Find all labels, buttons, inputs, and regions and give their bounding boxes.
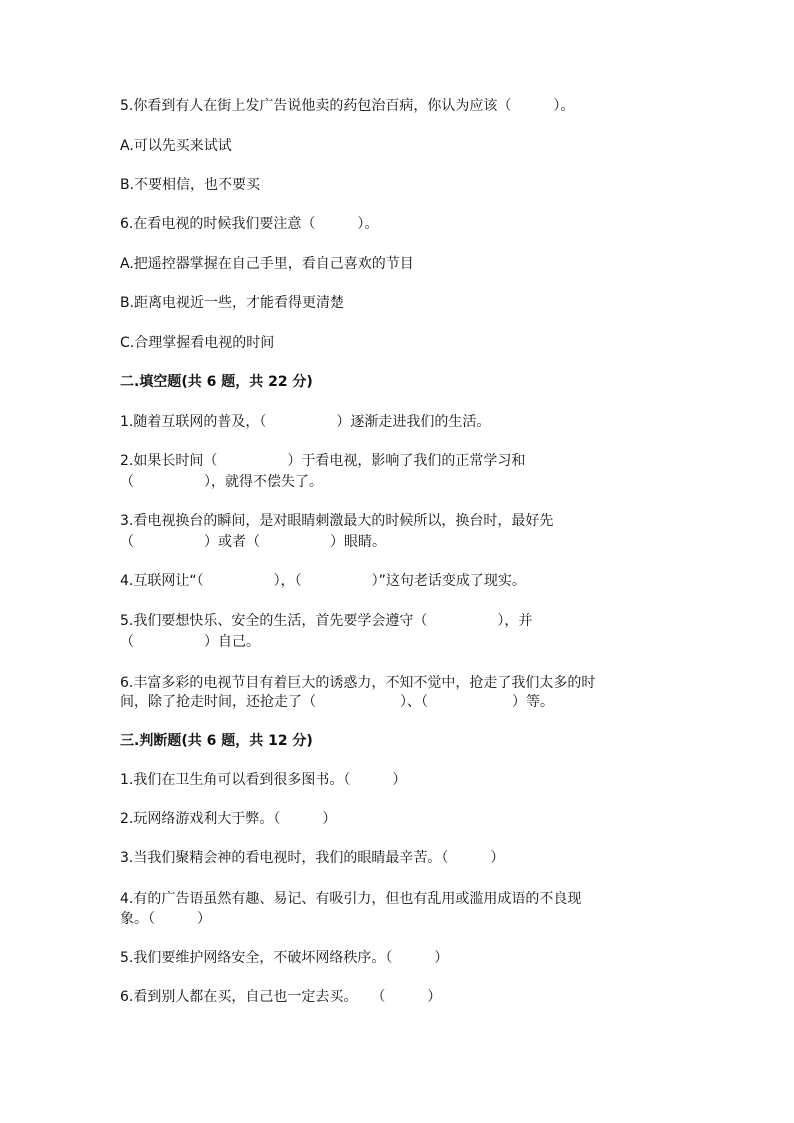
q-fill-3-line-1: 3.看电视换台的瞬间，是对眼睛刺激最大的时候所以，换台时，最好先: [120, 513, 554, 529]
q-choice-6-option-c: C.合理掌握看电视的时间: [120, 335, 275, 351]
q-fill-3-line-2: （ ）或者（ ）眼睛。: [120, 534, 386, 550]
q-choice-6-option-a: A.把遥控器掌握在自己手里，看自己喜欢的节目: [120, 256, 414, 272]
q-fill-1: 1.随着互联网的普及，（ ）逐渐走进我们的生活。: [120, 414, 491, 430]
q-fill-6-line-1: 6.丰富多彩的电视节目有着巨大的诱惑力，不知不觉中，抢走了我们太多的时: [120, 675, 596, 691]
section-true-false-heading: 三.判断题(共 6 题，共 12 分): [120, 733, 313, 749]
q-choice-5-option-a: A.可以先买来试试: [120, 138, 232, 154]
q-tf-4-line-1: 4.有的广告语虽然有趣、易记、有吸引力，但也有乱用或滥用成语的不良现: [120, 891, 582, 907]
q-tf-2: 2.玩网络游戏利大于弊。（ ）: [120, 811, 337, 827]
q-fill-4: 4.互联网让“（ ），（ ）”这句老话变成了现实。: [120, 573, 526, 589]
section-fill-blank-heading: 二.填空题(共 6 题，共 22 分): [120, 374, 313, 390]
q-choice-6-option-b: B.距离电视近一些，才能看得更清楚: [120, 295, 345, 311]
q-fill-5-line-1: 5.我们要想快乐、安全的生活，首先要学会遵守（ ），并: [120, 613, 533, 629]
q-fill-6-line-2: 间，除了抢走时间，还抢走了（ ）、（ ）等。: [120, 694, 554, 710]
q-tf-4-line-2: 象。（ ）: [120, 911, 211, 927]
q-choice-5-stem: 5.你看到有人在街上发广告说他卖的药包治百病，你认为应该（ ）。: [120, 98, 575, 114]
q-choice-5-option-b: B.不要相信，也不要买: [120, 177, 261, 193]
q-choice-6-stem: 6.在看电视的时候我们要注意（ ）。: [120, 216, 379, 232]
q-tf-1: 1.我们在卫生角可以看到很多图书。（ ）: [120, 772, 407, 788]
q-tf-5: 5.我们要维护网络安全，不破坏网络秩序。（ ）: [120, 950, 449, 966]
q-fill-5-line-2: （ ）自己。: [120, 634, 260, 650]
q-fill-2-line-1: 2.如果长时间（ ）于看电视，影响了我们的正常学习和: [120, 453, 526, 469]
q-fill-2-line-2: （ ），就得不偿失了。: [120, 474, 323, 490]
q-tf-3: 3.当我们聚精会神的看电视时，我们的眼睛最辛苦。（ ）: [120, 850, 505, 866]
q-tf-6: 6.看到别人都在买，自己也一定去买。 （ ）: [120, 989, 442, 1005]
